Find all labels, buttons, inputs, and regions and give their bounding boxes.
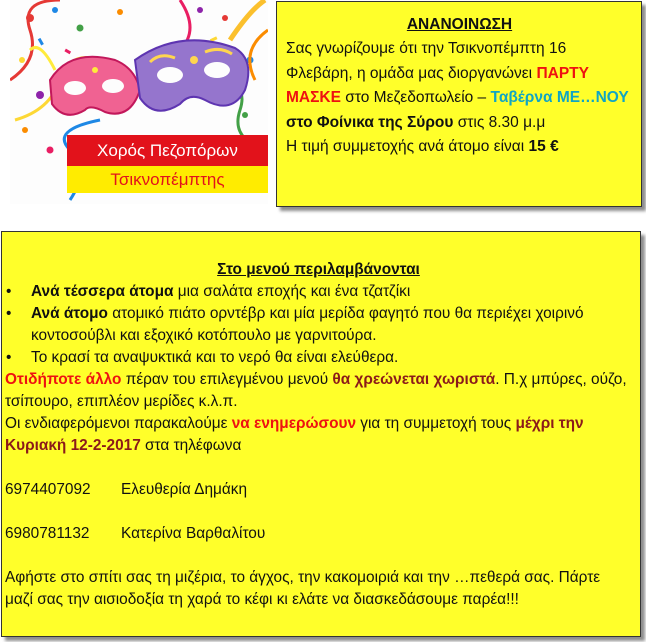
- extra-charges-note: [5, 369, 632, 413]
- menu-list-item: [31, 303, 632, 347]
- poster-caption-title: Χορός Πεζοπόρων: [67, 135, 268, 166]
- notify-highlight: να ενημερώσουν: [231, 415, 357, 432]
- menu-list: [5, 281, 632, 369]
- extra-highlight: Οτιδήποτε άλλο: [5, 371, 122, 388]
- announcement-box: [276, 1, 642, 207]
- contact-entry: [5, 479, 632, 501]
- contact-entry: [5, 523, 632, 545]
- contact-phone: 6974407092: [5, 481, 91, 498]
- contact-phone: 6980781132: [5, 525, 90, 542]
- contact-name: Κατερίνα Βαρθαλίτου: [121, 525, 266, 542]
- notify-note: [5, 413, 632, 457]
- poster-caption-subtitle: Τσικνοπέμπτης: [67, 166, 268, 193]
- menu-item-bold: Ανά άτομο: [31, 305, 108, 322]
- event-time: στις 8.30 μ.μ: [453, 113, 546, 131]
- notify-text: στα τηλέφωνα: [140, 437, 242, 454]
- price-value: 15 €: [528, 138, 559, 155]
- announcement-text: στο Μεζεδοπωλείο –: [340, 89, 491, 106]
- closing-message: Αφήστε στο σπίτι σας τη μιζέρια, το άγχος, την κακομοιριά και την …πεθερά σας. Πάρτε μαζί σας την αισιοδοξία τη χαρά το κέφι κι ελάτε να διασκεδάσουμε παρέα!!!: [5, 569, 601, 608]
- menu-box: [1, 231, 641, 637]
- menu-list-item: [31, 281, 632, 303]
- carnival-poster-image: [10, 0, 268, 204]
- menu-item-text: ατομικό πιάτο ορντέβρ και μία μερίδα φαγητό που θα περιέχει χοιρινό κοντοσούβλι και εξοχικό κοτόπουλο με γαρνιτούρα.: [31, 305, 584, 344]
- poster-caption: [67, 135, 268, 193]
- pink-carnival-mask-icon: [30, 48, 140, 115]
- extra-text: πέραν του επιλεγμένου μενού: [121, 371, 333, 388]
- announcement-body: [286, 37, 633, 160]
- menu-item-text: μια σαλάτα εποχής και ένα τζατζίκι: [173, 283, 411, 300]
- event-name: ΠΑΡΤΥ ΜΑΣΚΕ: [286, 64, 589, 106]
- venue-location: στο Φοίνικα της Σύρου: [286, 113, 454, 131]
- notify-deadline: μέχρι την Κυριακή 12-2-2017: [5, 415, 584, 454]
- notify-text: για τη συμμετοχή τους: [356, 415, 516, 432]
- announcement-text: Σας γνωρίζουμε ότι την Τσικνοπέμπτη 16 Φλεβάρη, η ομάδα μας διοργανώνει: [286, 40, 567, 82]
- menu-item-bold: Ανά τέσσερα άτομα: [31, 283, 174, 300]
- purple-carnival-mask-icon: [135, 40, 248, 110]
- extra-charge-highlight: θα χρεώνεται χωριστά: [332, 371, 496, 388]
- menu-title: Στο μενού περιλαμβάνονται: [217, 261, 420, 278]
- price-label: Η τιμή συμμετοχής ανά άτομο είναι: [286, 138, 529, 155]
- menu-item-text: Το κρασί τα αναψυκτικά και το νερό θα είναι ελεύθερα.: [31, 349, 399, 366]
- extra-text: . Π.χ μπύρες, ούζο, τσίπουρο, επιπλέον μερίδες κ.λ.π.: [5, 371, 627, 410]
- venue-name: Ταβέρνα ΜΕ…ΝΟΥ: [490, 89, 629, 106]
- contact-name: Ελευθερία Δημάκη: [121, 481, 248, 498]
- announcement-title: ΑΝΑΝΟΙΝΩΣΗ: [406, 16, 513, 33]
- notify-text: Οι ενδιαφερόμενοι παρακαλούμε: [5, 415, 232, 432]
- menu-list-item: [31, 347, 632, 369]
